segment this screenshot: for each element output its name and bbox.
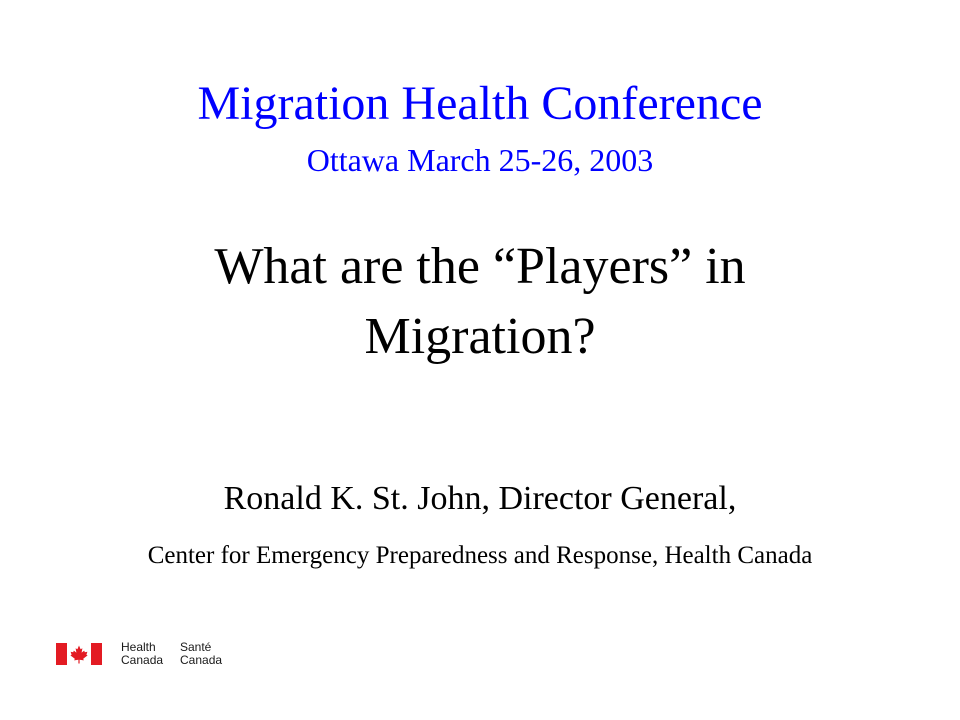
conference-title: Migration Health Conference bbox=[197, 77, 763, 130]
slide-question-line-1: What are the “Players” in bbox=[214, 238, 746, 295]
logo-en-line-2: Canada bbox=[121, 653, 164, 667]
author-line: Ronald K. St. John, Director General, bbox=[223, 480, 737, 517]
logo-en-line-1: Health bbox=[121, 640, 156, 654]
slide-question bbox=[0, 232, 960, 372]
slide-question-line-2: Migration? bbox=[364, 308, 596, 365]
logo-fr-line-2: Canada bbox=[180, 653, 223, 667]
logo-text-french bbox=[180, 641, 222, 667]
health-canada-logo bbox=[56, 640, 256, 670]
logo-text-english bbox=[121, 641, 163, 667]
canada-flag-icon bbox=[56, 643, 102, 665]
conference-subtitle: Ottawa March 25-26, 2003 bbox=[306, 142, 654, 178]
affiliation-line: Center for Emergency Preparedness and Response, Health Canada bbox=[147, 542, 813, 569]
logo-fr-line-1: Santé bbox=[180, 640, 212, 654]
